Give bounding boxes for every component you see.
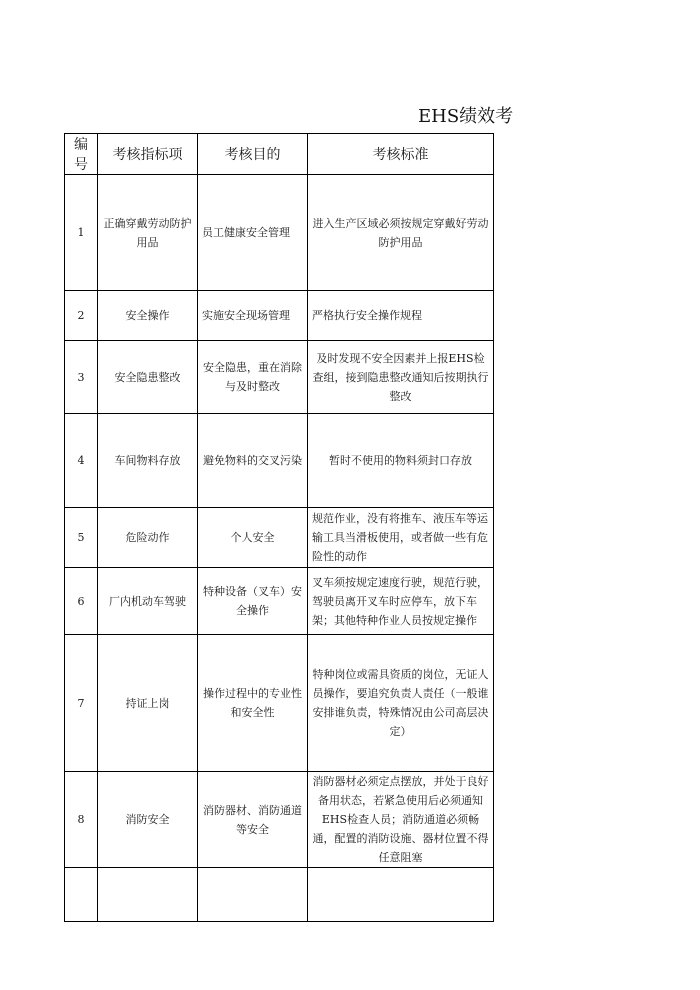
- row-item: 安全操作: [98, 291, 198, 341]
- table-row: [65, 291, 494, 341]
- table-row: [65, 508, 494, 568]
- row-standard: 进入生产区域必须按规定穿戴好劳动防护用品: [308, 175, 494, 291]
- ehs-assessment-table: [64, 133, 494, 922]
- table-row: [65, 414, 494, 508]
- table-row: [65, 635, 494, 772]
- row-item: 厂内机动车驾驶: [98, 568, 198, 635]
- row-no: 5: [65, 508, 98, 568]
- row-no: 4: [65, 414, 98, 508]
- row-standard: 特种岗位或需具资质的岗位，无证人员操作，要追究负责人责任（一般谁安排谁负责，特殊情况由公司高层决定）: [308, 635, 494, 772]
- row-item: [98, 868, 198, 922]
- row-no: 7: [65, 635, 98, 772]
- row-purpose: 消防器材、消防通道等安全: [198, 772, 308, 868]
- header-item: 考核指标项: [98, 134, 198, 175]
- row-no: 3: [65, 341, 98, 414]
- row-standard: 消防器材必须定点摆放，并处于良好备用状态，若紧急使用后必须通知EHS检查人员；消防通道必须畅通，配置的消防设施、器材位置不得任意阻塞: [308, 772, 494, 868]
- table-row: [65, 341, 494, 414]
- row-no: 6: [65, 568, 98, 635]
- header-standard: 考核标准: [308, 134, 494, 175]
- table-row: [65, 568, 494, 635]
- row-item: 车间物料存放: [98, 414, 198, 508]
- header-no: 编号: [65, 134, 98, 175]
- row-standard: 及时发现不安全因素并上报EHS检查组，接到隐患整改通知后按期执行整改: [308, 341, 494, 414]
- row-standard: 规范作业，没有将推车、液压车等运输工具当滑板使用，或者做一些有危险性的动作: [308, 508, 494, 568]
- row-purpose: 避免物料的交叉污染: [198, 414, 308, 508]
- row-purpose: 实施安全现场管理: [198, 291, 308, 341]
- row-item: 消防安全: [98, 772, 198, 868]
- row-standard: 暂时不使用的物料须封口存放: [308, 414, 494, 508]
- table-row: [65, 175, 494, 291]
- row-item: 安全隐患整改: [98, 341, 198, 414]
- row-standard: 叉车须按规定速度行驶，规范行驶，驾驶员离开叉车时应停车，放下车架；其他特种作业人员按规定操作: [308, 568, 494, 635]
- row-item: 持证上岗: [98, 635, 198, 772]
- row-no: 8: [65, 772, 98, 868]
- table-row: [65, 772, 494, 868]
- row-purpose: 员工健康安全管理: [198, 175, 308, 291]
- header-purpose: 考核目的: [198, 134, 308, 175]
- row-purpose: [198, 868, 308, 922]
- row-item: 危险动作: [98, 508, 198, 568]
- table-row: [65, 868, 494, 922]
- row-purpose: 特种设备（叉车）安全操作: [198, 568, 308, 635]
- row-no: 1: [65, 175, 98, 291]
- row-no: 2: [65, 291, 98, 341]
- row-standard: 严格执行安全操作规程: [308, 291, 494, 341]
- row-purpose: 个人安全: [198, 508, 308, 568]
- document-title: EHS绩效考: [418, 106, 514, 127]
- row-standard: [308, 868, 494, 922]
- row-purpose: 安全隐患，重在消除与及时整改: [198, 341, 308, 414]
- header-row: [65, 134, 494, 175]
- row-no: [65, 868, 98, 922]
- row-purpose: 操作过程中的专业性和安全性: [198, 635, 308, 772]
- row-item: 正确穿戴劳动防护用品: [98, 175, 198, 291]
